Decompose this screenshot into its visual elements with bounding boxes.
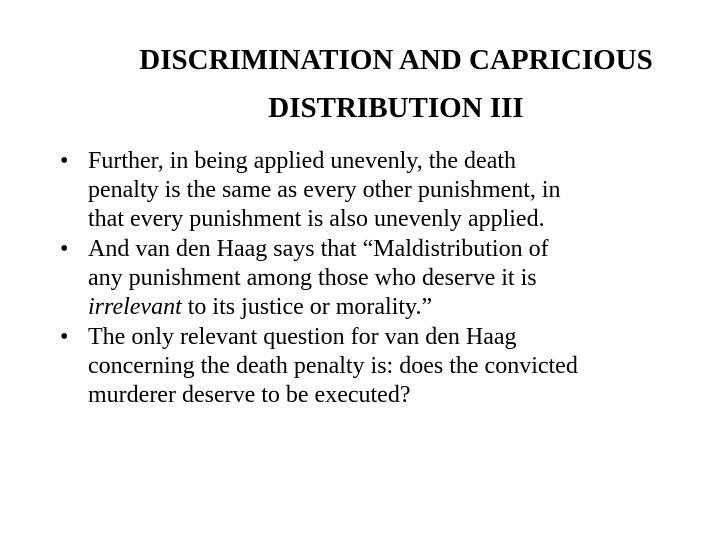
slide-title [36,36,720,132]
bullet-2-line-3-rest: to its justice or morality.” [181,294,433,320]
italic-irrelevant: irrelevant [88,294,182,320]
bullet-2-line-1: And van den Haag says that “Maldistribution of [88,236,549,262]
bullet-2-line-2: any punishment among those who deserve it is [88,265,537,291]
bullet-2-line-3 [88,293,700,322]
bullet-1-line-1: Further, in being applied unevenly, the death [88,148,517,174]
bullet-item-1 [60,147,700,234]
bullet-3-line-2: concerning the death penalty is: does the convicted [88,353,578,379]
bullet-3-line-1: The only relevant question for van den Haag [88,324,517,350]
bullet-item-3 [60,323,700,410]
slide-title-line-1: DISCRIMINATION AND CAPRICIOUS [139,44,653,76]
bullet-1-line-3: that every punishment is also unevenly applied. [88,206,545,232]
bullet-1-line-2: penalty is the same as every other punishment, in [88,177,561,203]
bullet-marker: • [60,236,69,262]
bullet-list [60,147,700,411]
bullet-item-2 [60,235,700,322]
bullet-marker: • [60,324,69,350]
bullet-marker: • [60,148,69,174]
bullet-3-line-3: murderer deserve to be executed? [88,382,411,408]
slide-title-line-2: DISTRIBUTION III [268,92,524,124]
